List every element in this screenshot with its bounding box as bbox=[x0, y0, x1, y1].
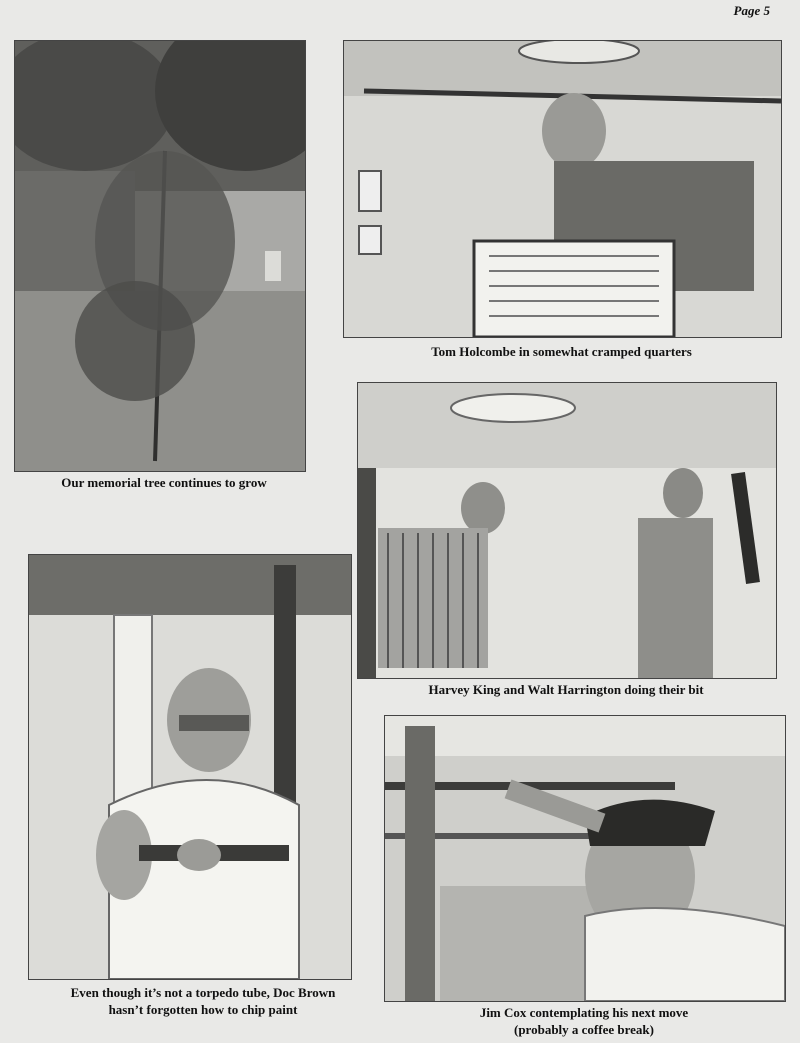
caption-doc-brown-line1: Even though it’s not a torpedo tube, Doc Brown bbox=[70, 985, 336, 1000]
caption-jim-cox bbox=[384, 1004, 784, 1038]
photo-king-harrington bbox=[357, 382, 777, 679]
caption-king-harrington: Harvey King and Walt Harrington doing their bit bbox=[428, 682, 704, 697]
caption-tom-holcombe: Tom Holcombe in somewhat cramped quarters bbox=[431, 344, 692, 359]
page-number: Page 5 bbox=[733, 3, 770, 18]
caption-doc-brown bbox=[28, 984, 378, 1018]
photo-memorial-tree bbox=[14, 40, 306, 472]
caption-memorial-tree: Our memorial tree continues to grow bbox=[61, 475, 267, 490]
photo-doc-brown bbox=[28, 554, 352, 980]
king-harrington-image bbox=[358, 383, 776, 678]
caption-jim-cox-line2: (probably a coffee break) bbox=[514, 1022, 654, 1037]
photo-tom-holcombe bbox=[343, 40, 782, 338]
photo-jim-cox bbox=[384, 715, 786, 1002]
tom-holcombe-image bbox=[344, 41, 781, 337]
doc-brown-image bbox=[29, 555, 351, 979]
memorial-tree-image bbox=[15, 41, 305, 471]
caption-jim-cox-line1: Jim Cox contemplating his next move bbox=[479, 1005, 689, 1020]
caption-doc-brown-line2: hasn’t forgotten how to chip paint bbox=[108, 1002, 298, 1017]
jim-cox-image bbox=[385, 716, 785, 1001]
